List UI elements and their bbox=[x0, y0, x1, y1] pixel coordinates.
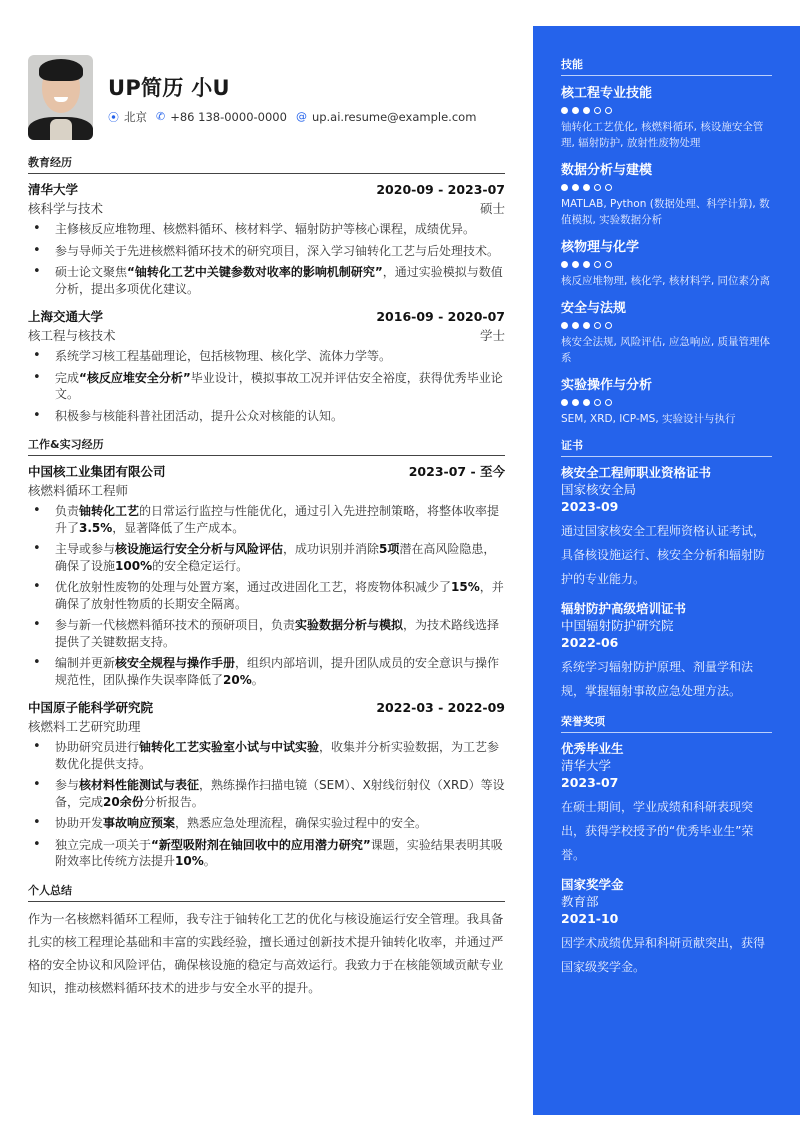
education-entry bbox=[28, 180, 505, 297]
skill-rating bbox=[561, 322, 772, 329]
rating-dot-icon bbox=[561, 184, 568, 191]
work-entry bbox=[28, 462, 505, 688]
skill-name: 安全与法规 bbox=[561, 301, 627, 316]
education-list bbox=[28, 180, 505, 424]
location-pin-icon: ⦿ bbox=[108, 110, 119, 124]
bullet-item: • 优化放射性废物的处理与处置方案，通过改进固化工艺，将废物体积减少了15%，并确保了放射性物质的长期安全隔离。 bbox=[28, 579, 505, 612]
organization-name: 中国原子能科学研究院 bbox=[28, 700, 154, 715]
award-item-issuer: 清华大学 bbox=[561, 758, 612, 773]
bullet-item: • 主修核反应堆物理、核燃料循环、核材料学、辐射防护等核心课程，成绩优异。 bbox=[28, 221, 505, 238]
work-entry bbox=[28, 698, 505, 870]
award-item-name: 优秀毕业生 bbox=[561, 741, 624, 756]
award-item bbox=[561, 739, 772, 867]
sidebar bbox=[533, 26, 800, 1115]
certificate-item-issuer: 国家核安全局 bbox=[561, 482, 637, 497]
bullet-item: • 负责铀转化工艺的日常运行监控与性能优化，通过引入先进控制策略，将整体收率提升了3.5%，显著降低了生产成本。 bbox=[28, 503, 505, 536]
certificates-list bbox=[561, 463, 772, 703]
organization-name: 清华大学 bbox=[28, 182, 79, 197]
role-or-major: 核工程与核技术 bbox=[28, 328, 116, 343]
avatar bbox=[28, 55, 93, 140]
section-title-summary: 个人总结 bbox=[28, 882, 505, 902]
at-icon: @ bbox=[295, 110, 307, 123]
award-item bbox=[561, 875, 772, 979]
section-title-awards: 荣誉奖项 bbox=[561, 713, 772, 733]
skills-section bbox=[561, 56, 772, 427]
bullet-list bbox=[28, 348, 505, 424]
skill-description: MATLAB, Python (数据处理、科学计算), 数值模拟, 实验数据分析 bbox=[561, 198, 770, 226]
section-title-work: 工作&实习经历 bbox=[28, 436, 505, 456]
rating-dot-icon bbox=[605, 107, 612, 114]
award-item-date: 2021-10 bbox=[561, 911, 619, 926]
skill-item bbox=[561, 374, 772, 427]
contact-email[interactable]: @ up.ai.resume@example.com bbox=[295, 109, 477, 124]
skill-name: 实验操作与分析 bbox=[561, 378, 653, 393]
bullet-item: • 协助开发事故响应预案，熟悉应急处理流程，确保实验过程中的安全。 bbox=[28, 815, 505, 832]
awards-list bbox=[561, 739, 772, 979]
award-item-description: 在硕士期间，学业成绩和科研表现突出，获得学校授予的“优秀毕业生”荣誉。 bbox=[561, 800, 754, 862]
certificate-item-date: 2023-09 bbox=[561, 499, 619, 514]
certificate-item-name: 核安全工程师职业资格证书 bbox=[561, 465, 712, 480]
section-title-certificates: 证书 bbox=[561, 437, 772, 457]
certificate-item-date: 2022-06 bbox=[561, 635, 619, 650]
bullet-item: • 独立完成一项关于“新型吸附剂在铀回收中的应用潜力研究”课题，实验结果表明其吸附效率比传统方法提升10%。 bbox=[28, 837, 505, 870]
rating-dot-icon bbox=[594, 399, 601, 406]
rating-dot-icon bbox=[605, 261, 612, 268]
awards-section bbox=[561, 713, 772, 979]
rating-dot-icon bbox=[572, 399, 579, 406]
skill-name: 核工程专业技能 bbox=[561, 86, 653, 101]
rating-dot-icon bbox=[583, 322, 590, 329]
rating-dot-icon bbox=[605, 322, 612, 329]
rating-dot-icon bbox=[594, 261, 601, 268]
rating-dot-icon bbox=[561, 322, 568, 329]
rating-dot-icon bbox=[583, 184, 590, 191]
date-range: 2016-09 - 2020-07 bbox=[376, 309, 505, 324]
bullet-item: • 主导或参与核设施运行安全分析与风险评估，成功识别并消除5项潜在高风险隐患，确保了设施100%的安全稳定运行。 bbox=[28, 541, 505, 574]
rating-dot-icon bbox=[594, 107, 601, 114]
rating-dot-icon bbox=[594, 184, 601, 191]
summary-text: 作为一名核燃料循环工程师，我专注于铀转化工艺的优化与核设施运行安全管理。我具备扎实的核工程理论基础和丰富的实践经验，擅长通过创新技术提升铀转化收率，并通过严格的安全协议和风险评估，确保核设施的稳定与高效运行。我致力于在核能领域贡献专业知识，推动核燃料循环技术的进步与安全水平的提升。 bbox=[28, 911, 504, 995]
education-entry bbox=[28, 307, 505, 424]
candidate-name: UP简历 小U bbox=[108, 75, 230, 100]
bullet-item: • 编制并更新核安全规程与操作手册，组织内部培训，提升团队成员的安全意识与操作规范性，团队操作失误率降低了20%。 bbox=[28, 655, 505, 688]
bullet-item: • 协助研究员进行铀转化工艺实验室小试与中试实验，收集并分析实验数据，为工艺参数优化提供支持。 bbox=[28, 739, 505, 772]
organization-name: 中国核工业集团有限公司 bbox=[28, 464, 166, 479]
certificate-item bbox=[561, 599, 772, 703]
bullet-list bbox=[28, 503, 505, 688]
contact-location: ⦿ 北京 bbox=[108, 109, 147, 124]
rating-dot-icon bbox=[572, 107, 579, 114]
award-item-issuer: 教育部 bbox=[561, 894, 599, 909]
skill-rating bbox=[561, 399, 772, 406]
rating-dot-icon bbox=[561, 261, 568, 268]
certificate-item bbox=[561, 463, 772, 591]
main-column bbox=[28, 54, 505, 1000]
rating-dot-icon bbox=[572, 261, 579, 268]
bullet-list bbox=[28, 739, 505, 870]
rating-dot-icon bbox=[572, 184, 579, 191]
resume-header bbox=[28, 54, 505, 140]
rating-dot-icon bbox=[561, 107, 568, 114]
certificate-item-name: 辐射防护高级培训证书 bbox=[561, 601, 687, 616]
rating-dot-icon bbox=[572, 322, 579, 329]
skill-description: 核反应堆物理, 核化学, 核材料学, 同位素分离 bbox=[561, 275, 771, 287]
skill-item bbox=[561, 82, 772, 151]
bullet-item: • 完成“核反应堆安全分析”毕业设计，模拟事故工况并评估安全裕度，获得优秀毕业论文。 bbox=[28, 370, 505, 403]
bullet-item: • 硕士论文聚焦“铀转化工艺中关键参数对收率的影响机制研究”，通过实验模拟与数值分析，提出多项优化建议。 bbox=[28, 264, 505, 297]
skill-name: 数据分析与建模 bbox=[561, 163, 653, 178]
certificate-item-issuer: 中国辐射防护研究院 bbox=[561, 618, 674, 633]
certificates-section bbox=[561, 437, 772, 703]
bullet-item: • 参与导师关于先进核燃料循环技术的研究项目，深入学习铀转化工艺与后处理技术。 bbox=[28, 243, 505, 260]
bullet-item: • 参与新一代核燃料循环技术的预研项目，负责实验数据分析与模拟，为技术路线选择提供了关键数据支持。 bbox=[28, 617, 505, 650]
section-title-skills: 技能 bbox=[561, 56, 772, 76]
contact-phone: ✆ +86 138-0000-0000 bbox=[156, 109, 287, 124]
skill-rating bbox=[561, 107, 772, 114]
date-range: 2023-07 - 至今 bbox=[408, 464, 505, 479]
bullet-list bbox=[28, 221, 505, 297]
skills-list bbox=[561, 82, 772, 427]
organization-name: 上海交通大学 bbox=[28, 309, 104, 324]
rating-dot-icon bbox=[583, 261, 590, 268]
rating-dot-icon bbox=[605, 399, 612, 406]
certificate-item-description: 系统学习辐射防护原理、剂量学和法规，掌握辐射事故应急处理方法。 bbox=[561, 660, 754, 698]
skill-rating bbox=[561, 184, 772, 191]
role-or-major: 核科学与技术 bbox=[28, 201, 104, 216]
date-range: 2022-03 - 2022-09 bbox=[376, 700, 505, 715]
role-or-major: 核燃料工艺研究助理 bbox=[28, 719, 141, 734]
rating-dot-icon bbox=[605, 184, 612, 191]
degree: 学士 bbox=[479, 328, 505, 343]
rating-dot-icon bbox=[583, 107, 590, 114]
skill-description: 核安全法规, 风险评估, 应急响应, 质量管理体系 bbox=[561, 336, 771, 364]
work-list bbox=[28, 462, 505, 870]
contact-info bbox=[108, 109, 485, 125]
certificate-item-description: 通过国家核安全工程师资格认证考试，具备核设施运行、核安全分析和辐射防护的专业能力。 bbox=[561, 524, 766, 586]
skill-description: SEM, XRD, ICP-MS, 实验设计与执行 bbox=[561, 413, 736, 425]
skill-rating bbox=[561, 261, 772, 268]
skill-item bbox=[561, 297, 772, 366]
rating-dot-icon bbox=[561, 399, 568, 406]
award-item-name: 国家奖学金 bbox=[561, 877, 624, 892]
degree: 硕士 bbox=[479, 201, 505, 216]
award-item-date: 2023-07 bbox=[561, 775, 619, 790]
bullet-item: • 积极参与核能科普社团活动，提升公众对核能的认知。 bbox=[28, 408, 505, 425]
skill-item bbox=[561, 236, 772, 289]
skill-description: 铀转化工艺优化, 核燃料循环, 核设施安全管理, 辐射防护, 放射性废物处理 bbox=[561, 121, 764, 149]
bullet-item: • 参与核材料性能测试与表征，熟练操作扫描电镜（SEM）、X射线衍射仪（XRD）等设备，完成20余份分析报告。 bbox=[28, 777, 505, 810]
skill-item bbox=[561, 159, 772, 228]
skill-name: 核物理与化学 bbox=[561, 240, 640, 255]
phone-icon: ✆ bbox=[156, 110, 166, 123]
award-item-description: 因学术成绩优异和科研贡献突出，获得国家级奖学金。 bbox=[561, 936, 766, 974]
date-range: 2020-09 - 2023-07 bbox=[376, 182, 505, 197]
section-title-education: 教育经历 bbox=[28, 154, 505, 174]
bullet-item: • 系统学习核工程基础理论，包括核物理、核化学、流体力学等。 bbox=[28, 348, 505, 365]
rating-dot-icon bbox=[583, 399, 590, 406]
rating-dot-icon bbox=[594, 322, 601, 329]
role-or-major: 核燃料循环工程师 bbox=[28, 483, 129, 498]
